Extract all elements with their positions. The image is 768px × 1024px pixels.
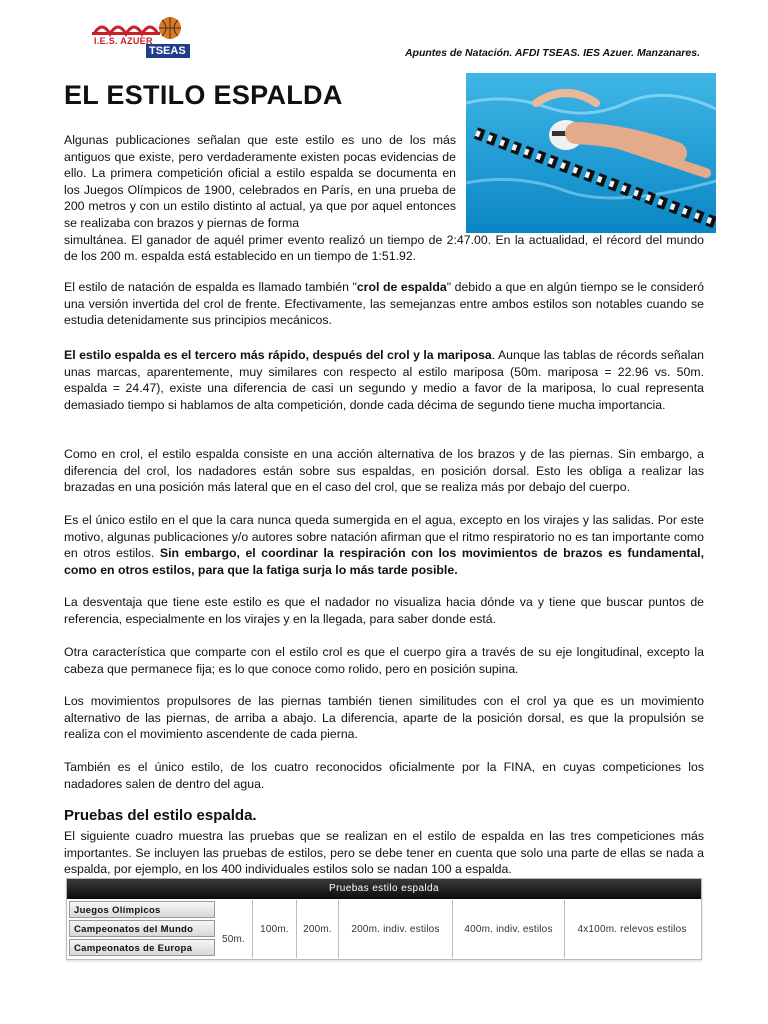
section-intro: El siguiente cuadro muestra las pruebas que se realizan en el estilo de espalda en las tres competiciones más importantes. Se incluyen las pruebas de estilos, pero se debe tener en cuenta que solo una parte de ellas se nada a espalda, por ejemplo, en los 400 individuales estilos solo se nadan 100 a espalda. <box>64 829 704 877</box>
table-header: Pruebas estilo espalda <box>67 879 701 899</box>
paragraph-intro <box>64 132 704 265</box>
paragraph-rolido: Otra característica que comparte con el estilo crol es que el cuerpo gira a través de su eje longitudinal, excepto la cabeza que permanece fija; es lo que conoce como rolido, pero en posición supina. <box>64 645 704 676</box>
table-cell: 400m. indiv. estilos <box>453 900 565 958</box>
table-cell: 200m. <box>297 900 339 958</box>
paragraph-breathing <box>64 512 704 578</box>
paragraph-technique: Como en crol, el estilo espalda consiste en una acción alternativa de los brazos y de las piernas. Sin embargo, a diferencia del crol, los nadadores están sobre sus espaldas, en posición dorsal. Esto les obliga a realizar las brazadas en una posición más lateral que en el caso del crol, que se realiza más por debajo del cuerpo. <box>64 447 704 495</box>
page-title: EL ESTILO ESPALDA <box>64 80 343 110</box>
paragraph-text: Es el único estilo en el que la cara nunca queda sumergida en el agua, excepto en los virajes y las salidas. Por este motivo, algunas publicaciones y/o autores sobre natación afirman que el ritmo respiratorio no es tan importante como en otros estilos. <box>64 513 704 561</box>
table-row-label: Juegos Olímpicos <box>69 901 215 918</box>
paragraph-intro-narrow: Algunas publicaciones señalan que este estilo es uno de los más antiguos que existe, pero verdaderamente existen pocas evidencias de ello. La primera competición oficial a estilo espalda se documenta en los Juegos Olímpicos de 1900, celebrados en París, en una prueba de 200 metros y con un estilo distinto al actual, ya que por aquel entonces se realizaba con brazos y piernas de forma <box>64 133 456 230</box>
paragraph-speed <box>64 347 704 413</box>
table-cell: 4x100m. relevos estilos <box>577 923 687 935</box>
paragraph-text: " debido a que en algún tiempo se le consideró una versión invertida del crol de frente. Efectivamente, las semejanzas entre ambos estilos son notables cuando se estudia detenidamente sus principios mecánicos. <box>64 280 704 328</box>
paragraph-legs: Los movimientos propulsores de las piernas también tienen similitudes con el crol ya que es un movimiento alternativo de las piernas, de arriba a abajo. La diferencia, aparte de la posición dorsal, es que la propulsión se realiza con el movimiento ascendente de cada pierna. <box>64 694 704 742</box>
paragraph-bold: crol de espalda <box>356 280 447 294</box>
table-cell: 50m. <box>215 900 253 958</box>
logo-badge: TSEAS <box>149 45 186 57</box>
table-cell: 200m. indiv. estilos <box>339 900 453 958</box>
paragraph-text: . Aunque las tablas de récords señalan unas marcas, aparentemente, muy similares con respecto al estilo mariposa (50m. mariposa = 22.96 vs. 50m. espalda = 24.47), existe una diferencia de casi un segundo y medio a favor de la mariposa, lo cual representa demasiado tiempo si hablamos de alta competición, donde cada décima de segundo tiene mucha importancia. <box>64 348 704 412</box>
table-row-label: Campeonatos del Mundo <box>69 920 215 937</box>
paragraph-disadvantage: La desventaja que tiene este estilo es que el nadador no visualiza hacia dónde va y tiene que buscar puntos de referencia, especialmente en los virajes y en la llegada, para saber donde está. <box>64 595 704 626</box>
table-body <box>67 899 701 959</box>
logo-text: I.E.S. AZUER <box>94 36 153 46</box>
paragraph-fina: También es el único estilo, de los cuatro reconocidos oficialmente por la FINA, en cuyas competiciones los nadadores salen de dentro del agua. <box>64 760 704 791</box>
paragraph-text: El estilo de natación de espalda es llamado también " <box>64 280 357 294</box>
section-title: Pruebas del estilo espalda. <box>64 807 257 824</box>
school-logo <box>90 12 190 58</box>
header-note: Apuntes de Natación. AFDI TSEAS. IES Azuer. Manzanares. <box>404 47 700 59</box>
paragraph-bold: El estilo espalda es el tercero más rápido, después del crol y la mariposa <box>64 348 492 362</box>
table-row-label: Campeonatos de Europa <box>69 939 215 956</box>
paragraph-crol-espalda <box>64 279 704 329</box>
paragraph-bold: Sin embargo, el coordinar la respiración con los movimientos de brazos es fundamental, como en otros estilos, para que la fatiga surja lo más tarde posible. <box>64 546 704 577</box>
events-table <box>66 878 702 960</box>
paragraph-intro-wide: simultánea. El ganador de aquél primer evento realizó un tiempo de 2:47.00. En la actualidad, el récord del mundo de los 200 m. espalda está establecido en un tiempo de 1:51.92. <box>64 232 704 264</box>
table-cell: 100m. <box>253 900 297 958</box>
